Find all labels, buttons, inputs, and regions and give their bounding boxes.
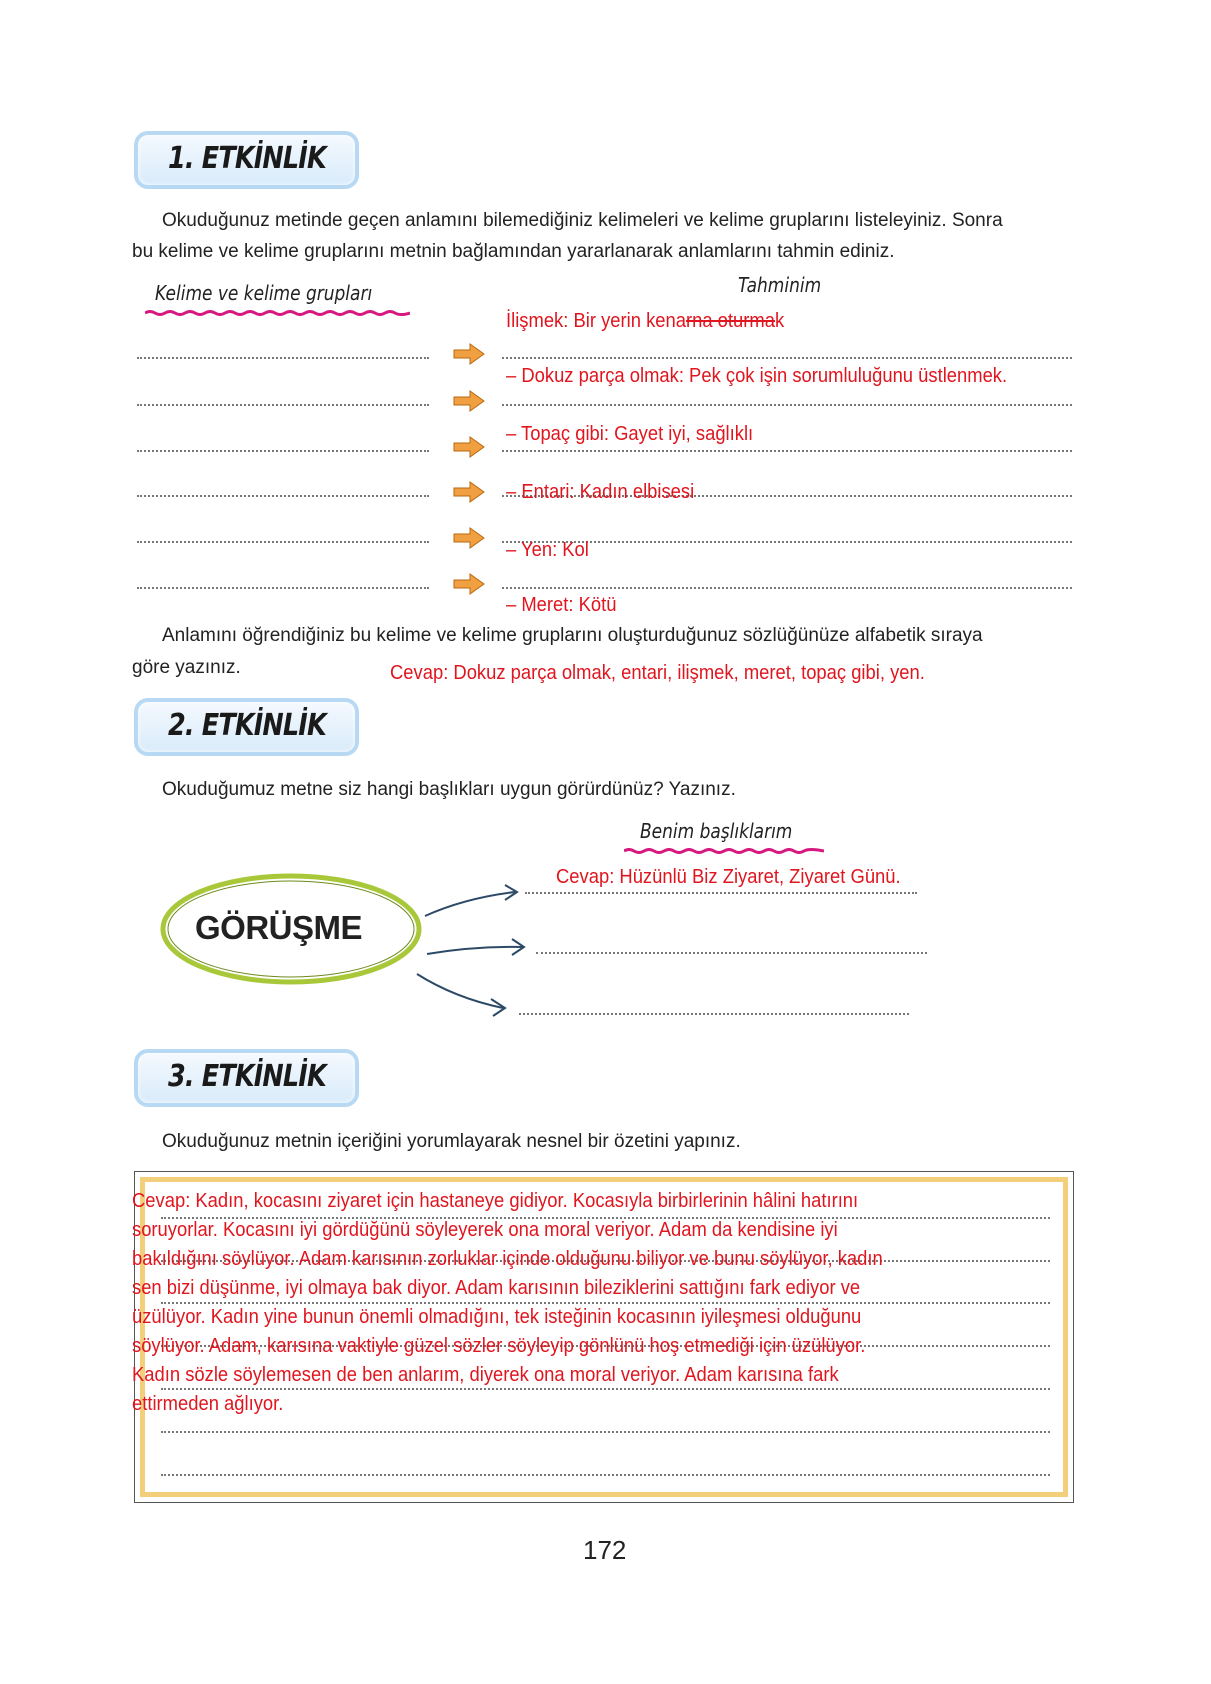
answer-word-3: – Topaç gibi: Gayet iyi, sağlıklı (506, 423, 754, 445)
title-line-2[interactable] (536, 952, 927, 954)
answer-word-5: – Yen: Kol (506, 539, 589, 561)
guess-entry-line[interactable] (502, 450, 1072, 452)
activity-2-title: 2. ETKİNLİK (168, 708, 326, 743)
activity-1-instruction-line1: Okuduğunuz metinde geçen anlamını bilemediğiniz kelimeleri ve kelime gruplarını listeleyiniz. Sonra (162, 210, 1003, 231)
arrow-right-icon (452, 573, 486, 595)
guess-entry-line[interactable] (502, 357, 1072, 359)
summary-entry-line[interactable] (161, 1431, 1050, 1433)
activity-1-heading (134, 131, 359, 189)
summary-answer-line: sen bizi düşünme, iyi olmaya bak diyor. Adam karısının bileziklerini sattığını fark ediyor ve (132, 1277, 861, 1299)
summary-answer-line: söylüyor. Adam, karısına vaktiyle güzel sözler söyleyip gönlünü hoş etmediği için üzülüyor. (132, 1335, 866, 1357)
word-entry-line[interactable] (137, 541, 429, 543)
summary-answer-line: üzülüyor. Kadın yine bunun önemli olmadığını, tek isteğinin kocasının iyileşmesi olduğunu (132, 1306, 862, 1328)
word-entry-line[interactable] (137, 450, 429, 452)
arrow-right-icon (452, 436, 486, 458)
summary-entry-line[interactable] (161, 1302, 1050, 1304)
guess-entry-line[interactable] (502, 404, 1072, 406)
center-word: GÖRÜŞME (195, 909, 363, 946)
activity-3-instruction: Okuduğunuz metnin içeriğini yorumlayarak nesnel bir özetini yapınız. (162, 1131, 741, 1152)
activity-2-instruction: Okuduğumuz metne siz hangi başlıkları uygun görürdünüz? Yazınız. (162, 779, 736, 800)
arrow-3 (417, 974, 503, 1008)
summary-answer-line: soruyorlar. Kocasını iyi gördüğünü söyleyerek ona moral veriyor. Adam da kendisine iyi (132, 1219, 838, 1241)
summary-answer-line: ettirmeden ağlıyor. (132, 1393, 284, 1415)
answer-word-4: – Entari: Kadın elbisesi (506, 481, 695, 503)
mindmap-diagram (155, 868, 535, 1028)
word-entry-line[interactable] (137, 495, 429, 497)
magenta-underline (145, 310, 410, 316)
word-entry-line[interactable] (137, 587, 429, 589)
activity-3-title: 3. ETKİNLİK (168, 1059, 326, 1094)
guess-entry-line[interactable] (502, 587, 1072, 589)
answer-word-1: İlişmek: Bir yerin kenarna oturmak (506, 310, 785, 332)
activity-1-instruction-line2: bu kelime ve kelime gruplarını metnin bağlamından yararlanarak anlamlarını tahmin ediniz. (132, 241, 895, 262)
summary-answer-line: bakıldığını söylüyor. Adam karısının zorluklar içinde olduğunu biliyor ve bunu söylüyor, kadın (132, 1248, 883, 1270)
arrow-1 (425, 892, 515, 916)
activity-3-heading (134, 1049, 359, 1107)
titles-answer: Cevap: Hüzünlü Biz Ziyaret, Ziyaret Günü. (556, 866, 901, 888)
column-header-words: Kelime ve kelime grupları (155, 281, 373, 305)
arrow-right-icon (452, 390, 486, 412)
arrow-2 (427, 947, 523, 954)
activity-1-title: 1. ETKİNLİK (168, 141, 326, 176)
page-number: 172 (583, 1535, 627, 1565)
followup-answer: Cevap: Dokuz parça olmak, entari, ilişmek, meret, topaç gibi, yen. (390, 662, 925, 684)
followup-line2: göre yazınız. (132, 657, 241, 678)
titles-header: Benim başlıklarım (640, 819, 793, 843)
arrow-right-icon (452, 527, 486, 549)
summary-entry-line[interactable] (161, 1474, 1050, 1476)
answer-word-6: – Meret: Kötü (506, 594, 617, 616)
arrow-right-icon (452, 343, 486, 365)
title-line-1[interactable] (525, 892, 917, 894)
answer-word-2: – Dokuz parça olmak: Pek çok işin sorumluluğunu üstlenmek. (506, 365, 1008, 387)
title-line-3[interactable] (519, 1013, 909, 1015)
summary-answer-line: Cevap: Kadın, kocasını ziyaret için hastaneye gidiyor. Kocasıyla birbirlerinin hâlini hatırını (132, 1190, 859, 1212)
summary-answer-line: Kadın sözle söylemesen de ben anlarım, diyerek ona moral veriyor. Adam karısına fark (132, 1364, 839, 1386)
summary-entry-line[interactable] (161, 1388, 1050, 1390)
column-header-guess: Tahminim (738, 273, 822, 297)
word-entry-line[interactable] (137, 357, 429, 359)
arrow-right-icon (452, 481, 486, 503)
magenta-underline-2 (624, 848, 824, 854)
followup-line1: Anlamını öğrendiğiniz bu kelime ve kelime gruplarını oluşturduğunuz sözlüğünüze alfabetik sıraya (162, 625, 983, 646)
activity-2-heading (134, 698, 359, 756)
word-entry-line[interactable] (137, 404, 429, 406)
